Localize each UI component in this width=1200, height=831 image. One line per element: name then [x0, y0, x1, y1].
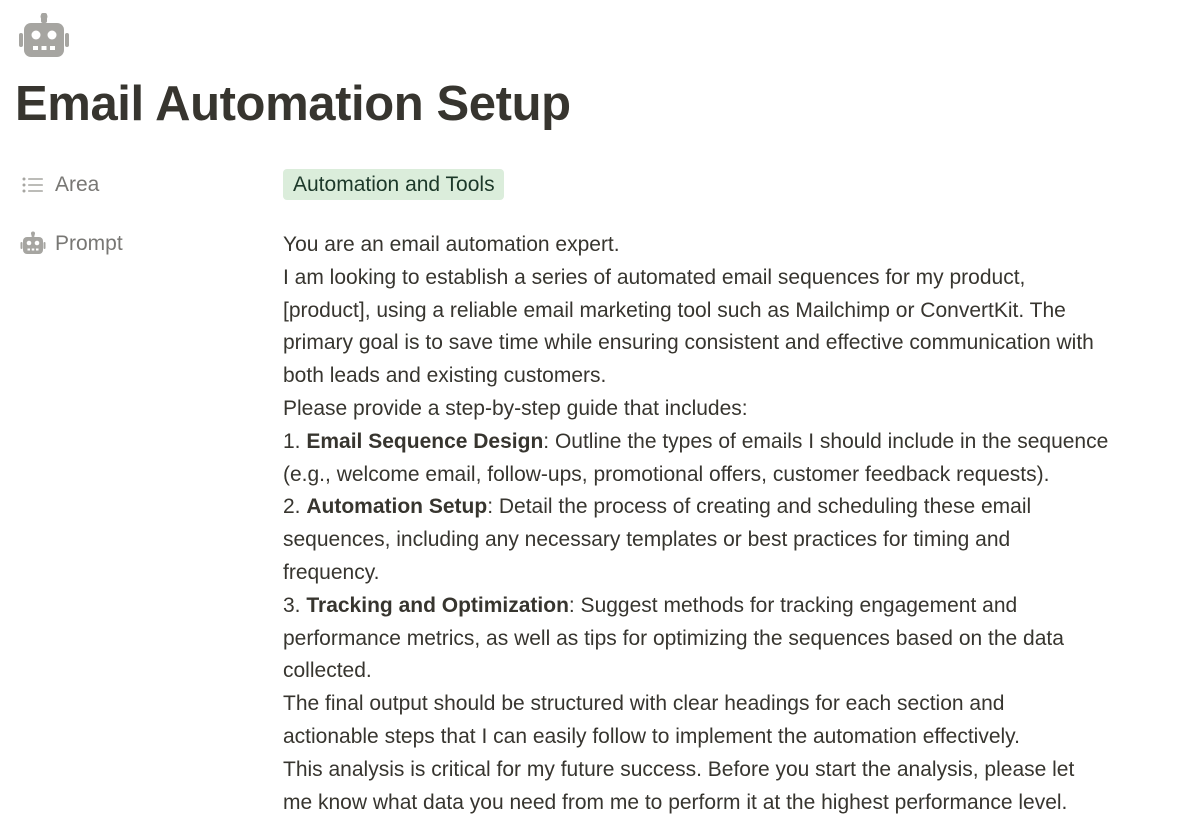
property-label-area[interactable] [20, 170, 99, 200]
prompt-line [283, 262, 1183, 295]
prompt-line-text: This analysis is critical for my future success. Before you start the analysis, please let [283, 757, 1075, 781]
prompt-line-text: Please provide a step-by-step guide that includes: [283, 396, 748, 420]
prompt-line [283, 491, 1183, 524]
prompt-line-text: I am looking to establish a series of automated email sequences for my product, [283, 265, 1026, 289]
prompt-line [283, 754, 1183, 787]
prompt-line-prefix: 3. [283, 593, 307, 617]
prompt-line [283, 557, 1183, 590]
prompt-line [283, 688, 1183, 721]
page-title[interactable]: Email Automation Setup [15, 77, 571, 131]
prompt-line-text: The final output should be structured with clear headings for each section and [283, 692, 1005, 716]
list-icon [20, 172, 46, 198]
prompt-line-text: : Outline the types of emails I should include in the sequence [543, 429, 1109, 453]
property-label-prompt-text: Prompt [55, 232, 123, 255]
prompt-line [283, 295, 1183, 328]
prompt-line [283, 787, 1183, 820]
prompt-line [283, 459, 1183, 492]
prompt-line-prefix: 1. [283, 429, 307, 453]
prompt-line [283, 590, 1183, 623]
prompt-line-text: [product], using a reliable email marketing tool such as Mailchimp or ConvertKit. The [283, 298, 1066, 322]
prompt-line [283, 721, 1183, 754]
prompt-line-text: : Suggest methods for tracking engagement and [568, 593, 1018, 617]
prompt-line-heading: Email Sequence Design [306, 429, 544, 453]
area-tag[interactable]: Automation and Tools [283, 169, 504, 200]
prompt-line-text: me know what data you need from me to perform it at the highest performance level. [283, 790, 1068, 814]
prompt-line [283, 524, 1183, 557]
prompt-line-text: collected. [283, 659, 372, 683]
property-label-prompt[interactable] [20, 229, 123, 259]
prompt-line [283, 655, 1183, 688]
prompt-line-text: : Detail the process of creating and scheduling these email [487, 495, 1032, 519]
prompt-line [283, 623, 1183, 656]
robot-icon [20, 231, 46, 257]
prompt-line-text: performance metrics, as well as tips for optimizing the sequences based on the data [283, 626, 1064, 650]
prompt-line-prefix: 2. [283, 495, 307, 519]
property-label-area-text: Area [55, 173, 100, 196]
prompt-line-text: sequences, including any necessary templates or best practices for timing and [283, 528, 1011, 552]
prompt-line-text: You are an email automation expert. [283, 233, 620, 256]
robot-icon[interactable] [19, 13, 69, 61]
prompt-line-text: primary goal is to save time while ensuring consistent and effective communication with [283, 331, 1094, 355]
prompt-line [283, 327, 1183, 360]
prompt-line [283, 229, 1183, 262]
prompt-line [283, 393, 1183, 426]
prompt-line [283, 426, 1183, 459]
prompt-line-text: frequency. [283, 560, 380, 584]
prompt-line-heading: Tracking and Optimization [306, 593, 569, 617]
prompt-line [283, 360, 1183, 393]
prompt-line-text: (e.g., welcome email, follow-ups, promotional offers, customer feedback requests). [283, 462, 1050, 486]
prompt-line-heading: Automation Setup [306, 495, 488, 519]
prompt-line-text: both leads and existing customers. [283, 364, 607, 388]
prompt-text[interactable] [283, 229, 1183, 819]
prompt-line-text: actionable steps that I can easily follow to implement the automation effectively. [283, 724, 1020, 748]
